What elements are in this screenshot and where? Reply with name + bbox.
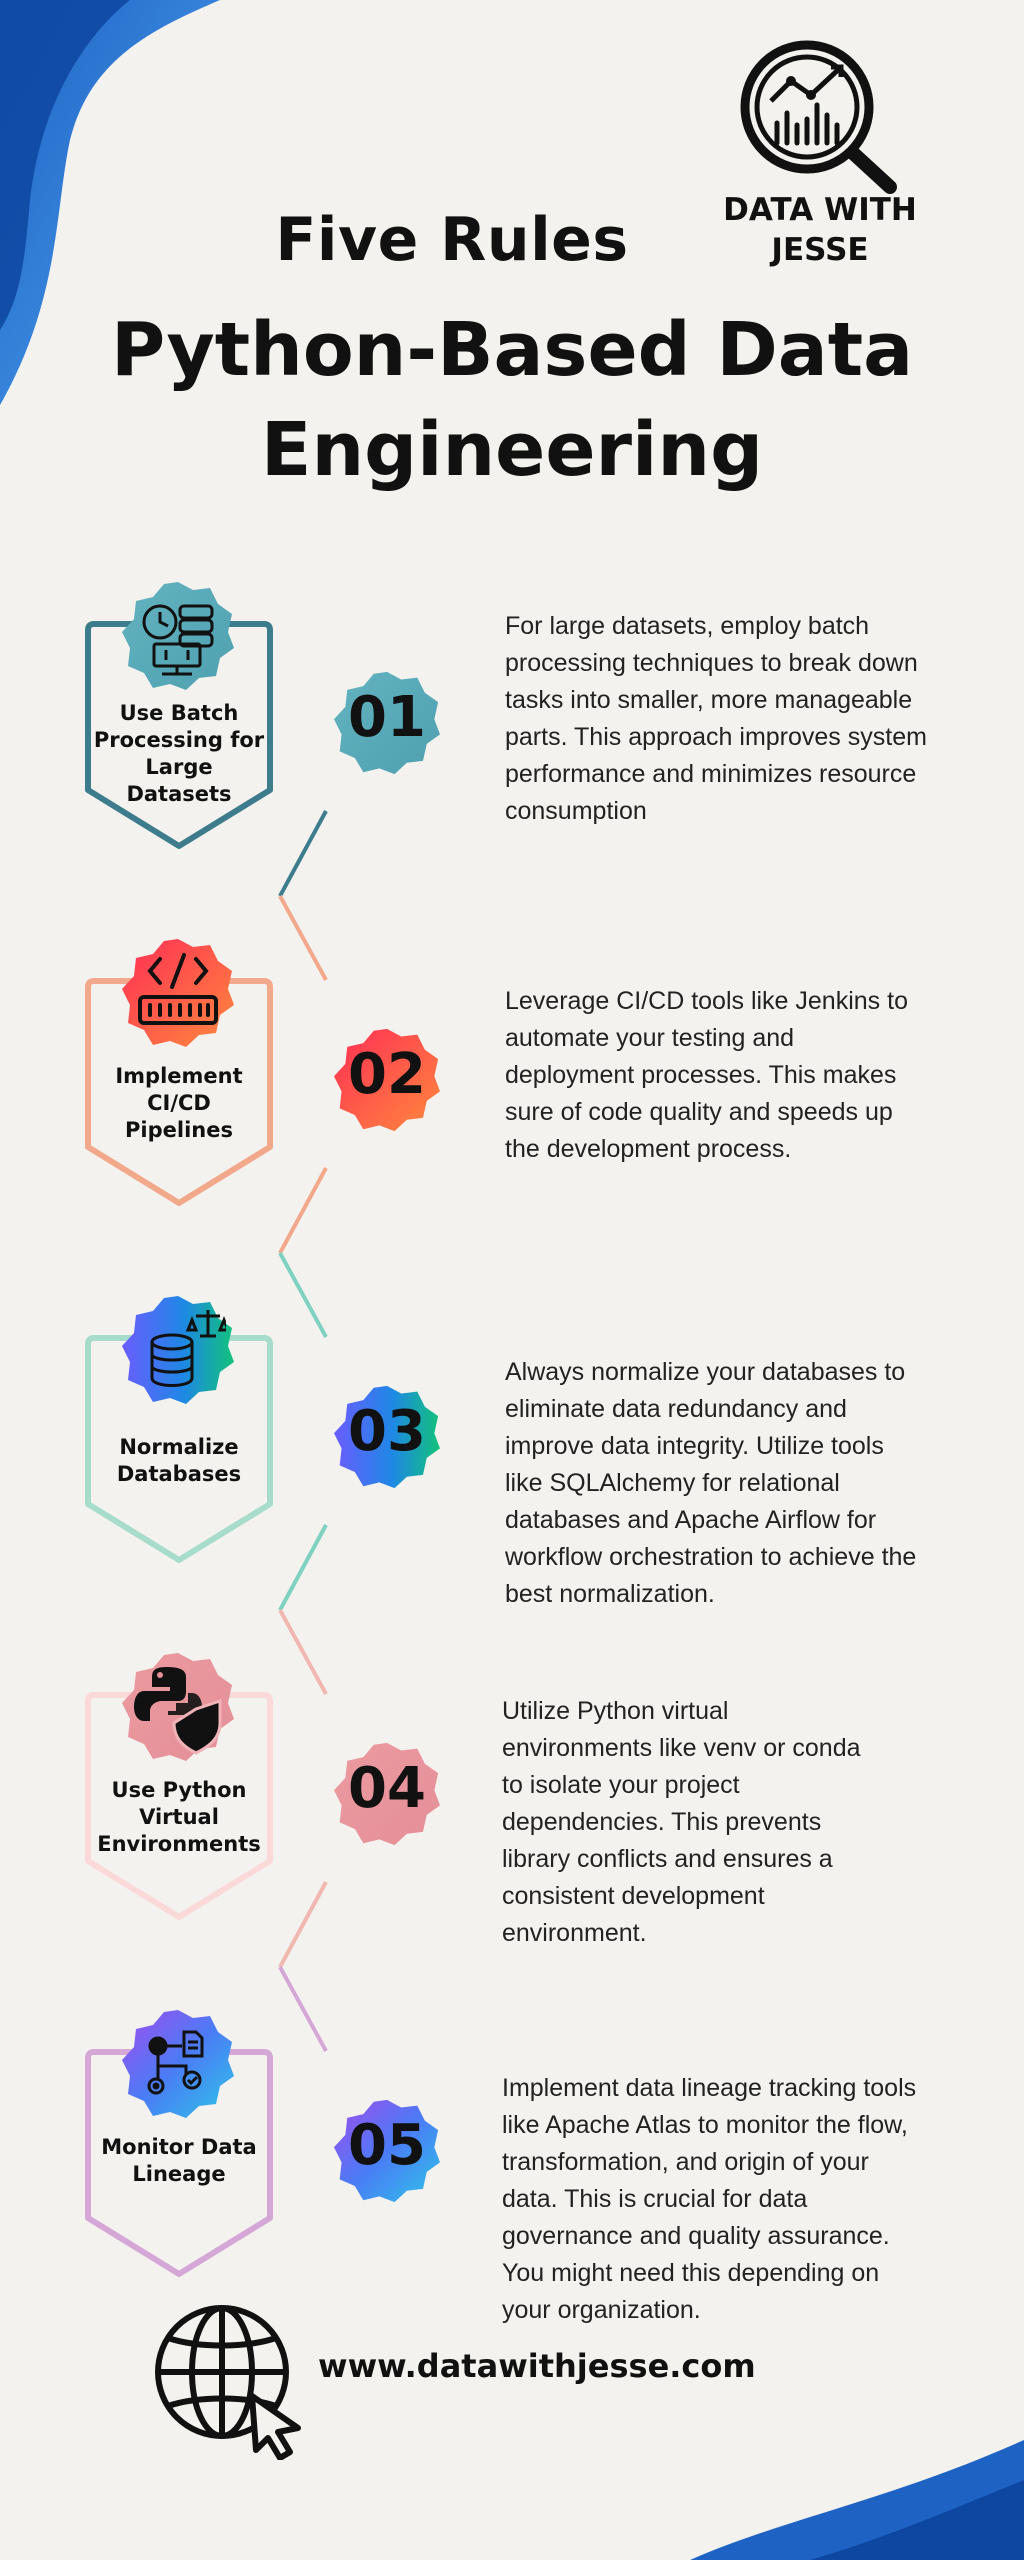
description-line: environment. <box>502 1919 647 1947</box>
rule-3-label-line: Databases <box>116 1462 242 1486</box>
description-line: like Apache Atlas to monitor the flow, <box>502 2111 908 2139</box>
description-line: transformation, and origin of your <box>502 2148 869 2176</box>
server-clock-icon <box>130 588 226 684</box>
rule-2-label-line: Pipelines <box>125 1118 233 1142</box>
description-line: Utilize Python virtual <box>502 1697 729 1725</box>
rule-4-number: 04 <box>348 1756 426 1821</box>
description-line: automate your testing and <box>505 1024 795 1052</box>
description-line: dependencies. This prevents <box>502 1808 822 1836</box>
description-line: sure of code quality and speeds up <box>505 1098 893 1126</box>
rule-5-number: 05 <box>348 2113 426 2178</box>
rule-1-label <box>84 700 274 808</box>
description-line: like SQLAlchemy for relational <box>505 1469 840 1497</box>
rule-2-label <box>84 1063 274 1144</box>
website-link[interactable]: www.datawithjesse.com <box>318 2347 756 2385</box>
rule-1-label-line: Datasets <box>126 782 232 806</box>
rule-4-label-line: Virtual <box>139 1805 219 1829</box>
description-line: eliminate data redundancy and <box>505 1395 847 1423</box>
python-shield-icon <box>130 1659 226 1755</box>
description-line: deployment processes. This makes <box>505 1061 897 1089</box>
rule-card-2 <box>0 917 1024 1247</box>
description-line: performance and minimizes resource <box>505 760 917 788</box>
description-line: tasks into smaller, more manageable <box>505 686 913 714</box>
description-line: environments like venv or conda <box>502 1734 861 1762</box>
rule-5-label <box>84 2134 274 2188</box>
rule-4-label-line: Use Python <box>111 1778 247 1802</box>
rule-card-3 <box>0 1274 1024 1608</box>
rule-card-5 <box>0 1988 1024 2324</box>
page-title-line-2: Engineering <box>260 407 764 493</box>
lineage-flow-icon <box>130 2016 226 2112</box>
rule-1-number: 01 <box>348 685 426 750</box>
description-line: data. This is crucial for data <box>502 2185 808 2213</box>
description-line: Always normalize your databases to <box>505 1358 906 1386</box>
rule-1-label-line: Use Batch <box>119 701 239 725</box>
description-line: your organization. <box>502 2296 701 2324</box>
rule-3-description <box>505 1354 985 1613</box>
description-line: to isolate your project <box>502 1771 740 1799</box>
rule-4-label <box>84 1777 274 1858</box>
rule-2-label-line: CI/CD <box>147 1091 211 1115</box>
description-line: best normalization. <box>505 1580 715 1608</box>
page-subtitle: Five Rules <box>275 205 629 275</box>
rule-2-description <box>505 983 985 1168</box>
description-line: governance and quality assurance. <box>502 2222 890 2250</box>
description-line: For large datasets, employ batch <box>505 612 870 640</box>
rule-5-description <box>502 2070 992 2329</box>
rule-1-description <box>505 608 985 830</box>
rule-5-label-line: Lineage <box>132 2162 226 2186</box>
description-line: workflow orchestration to achieve the <box>505 1543 917 1571</box>
rule-3-number: 03 <box>348 1399 426 1464</box>
rule-4-label-line: Environments <box>97 1832 261 1856</box>
globe-cursor-icon <box>148 2300 308 2460</box>
description-line: the development process. <box>505 1135 792 1163</box>
rule-4-description <box>502 1693 982 1952</box>
description-line: databases and Apache Airflow for <box>505 1506 877 1534</box>
description-line: parts. This approach improves system <box>505 723 927 751</box>
rule-3-label-line: Normalize <box>119 1435 239 1459</box>
brand-line-2: JESSE <box>771 232 869 268</box>
database-scale-icon <box>130 1302 226 1398</box>
rule-3-label <box>84 1434 274 1488</box>
rule-card-4 <box>0 1631 1024 1961</box>
rule-5-label-line: Monitor Data <box>101 2135 257 2159</box>
description-line: Leverage CI/CD tools like Jenkins to <box>505 987 908 1015</box>
rule-card-1 <box>0 560 1024 890</box>
description-line: improve data integrity. Utilize tools <box>505 1432 884 1460</box>
description-line: processing techniques to break down <box>505 649 918 677</box>
rule-1-label-line: Large <box>145 755 213 779</box>
brand-line-1: DATA WITH <box>723 192 917 228</box>
description-line: consistent development <box>502 1882 765 1910</box>
description-line: library conflicts and ensures a <box>502 1845 833 1873</box>
description-line: Implement data lineage tracking tools <box>502 2074 917 2102</box>
code-keyboard-icon <box>130 945 226 1041</box>
page-title-line-1: Python-Based Data <box>110 307 914 393</box>
description-line: consumption <box>505 797 647 825</box>
rule-1-label-line: Processing for <box>93 728 265 752</box>
rule-2-number: 02 <box>348 1042 426 1107</box>
description-line: You might need this depending on <box>502 2259 880 2287</box>
rule-2-label-line: Implement <box>115 1064 243 1088</box>
